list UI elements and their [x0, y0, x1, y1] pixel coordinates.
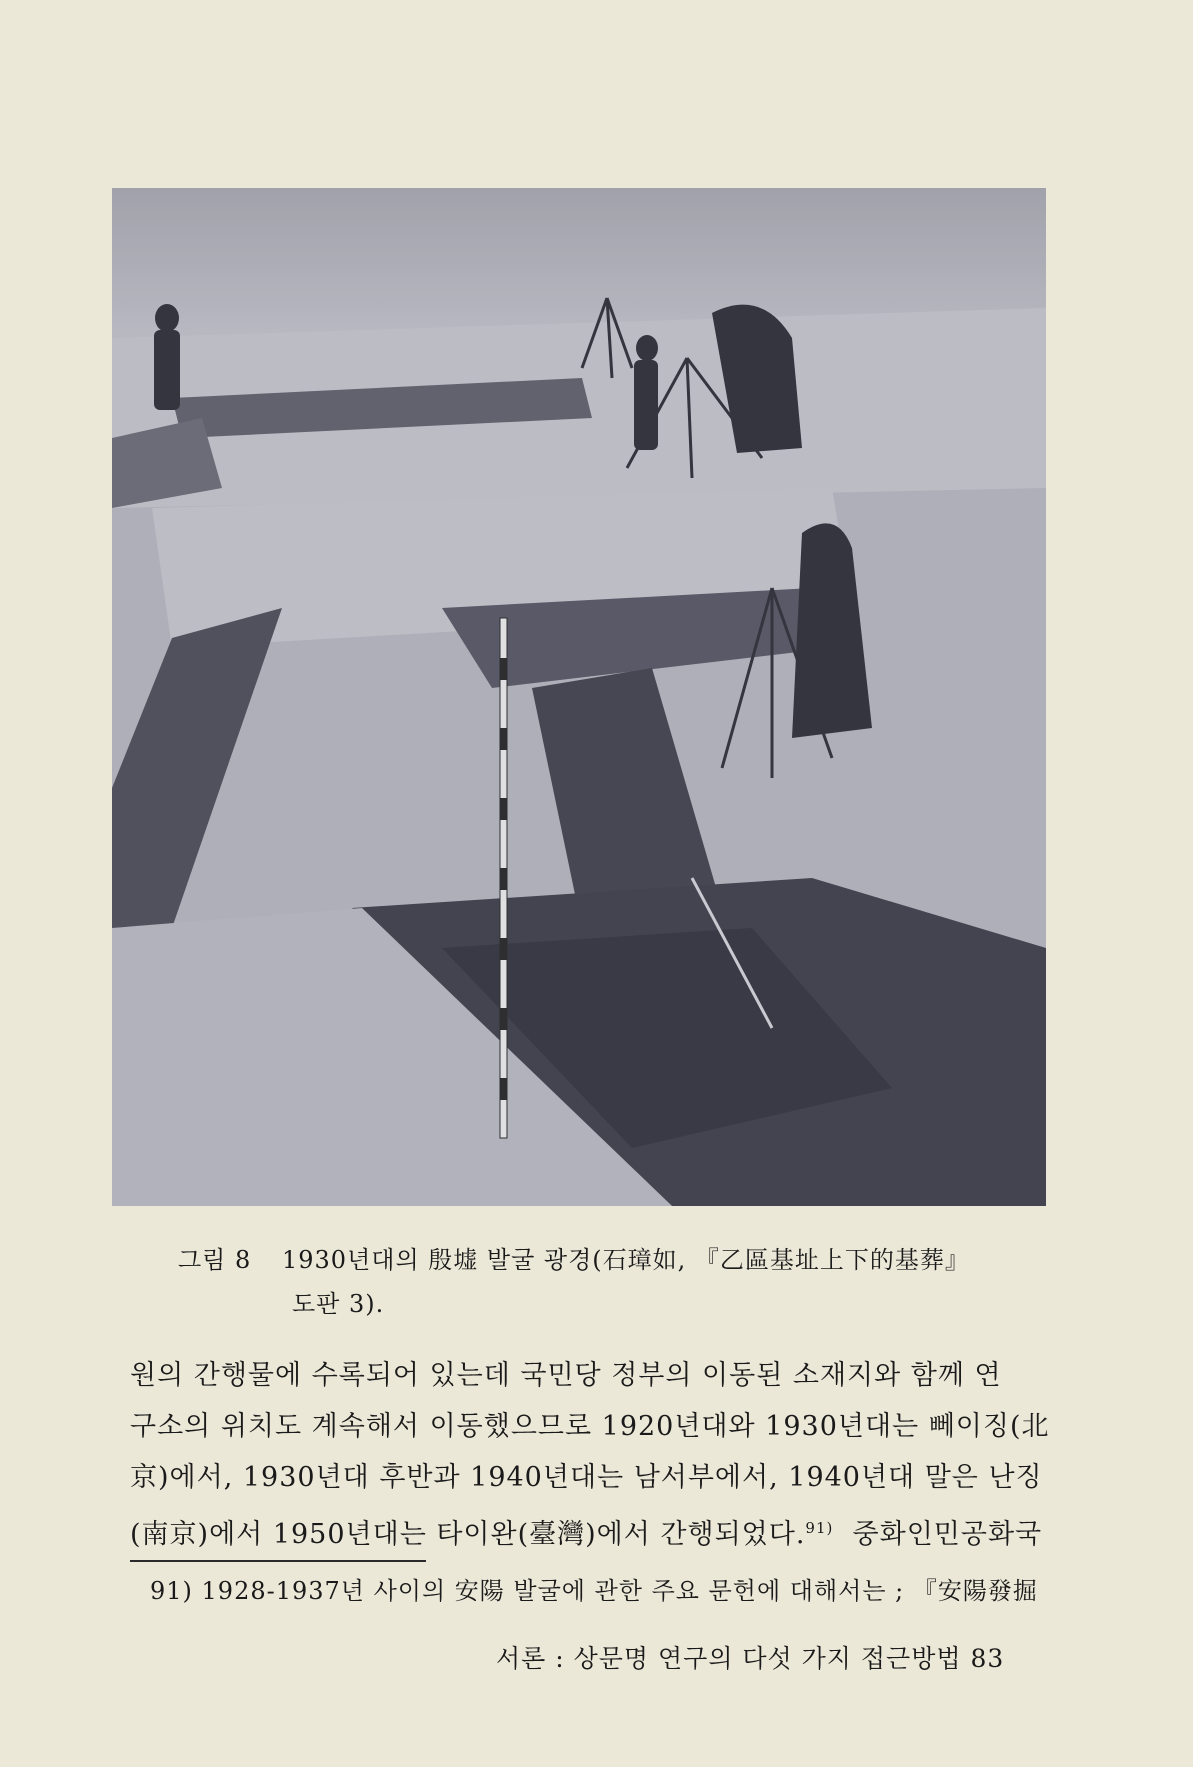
body-line-4 — [130, 1503, 1043, 1560]
body-text — [130, 1350, 1050, 1560]
excavation-photograph — [112, 188, 1046, 1206]
body-line-4-text: (南京)에서 1950년대는 타이완(臺灣)에서 간행되었다. — [130, 1519, 806, 1550]
footnote-reference: 91) — [805, 1519, 834, 1537]
photo-illustration — [112, 188, 1046, 1206]
figure-label: 그림 8 — [178, 1246, 252, 1274]
body-line-3: 京)에서, 1930년대 후반과 1940년대는 남서부에서, 1940년대 말은 난징 — [130, 1462, 1043, 1493]
body-line-4-tail: 중화인민공화국 — [852, 1519, 1043, 1550]
body-line-2: 구소의 위치도 계속해서 이동했으므로 1920년대와 1930년대는 뻬이징(北 — [130, 1411, 1050, 1442]
caption-line-1 — [178, 1238, 1058, 1282]
caption-text-1: 1930년대의 殷墟 발굴 광경(石璋如, 『乙區基址上下的基葬』 — [282, 1246, 970, 1274]
body-line-1: 원의 간행물에 수록되어 있는데 국민당 정부의 이동된 소재지와 함께 연 — [130, 1360, 1002, 1391]
footnote-91: 91) 1928-1937년 사이의 安陽 발굴에 관한 주요 문헌에 대해서는 ; 『安陽發掘 — [150, 1577, 1038, 1605]
figure-caption — [178, 1238, 1058, 1326]
footnote-divider — [130, 1560, 426, 1562]
caption-line-2: 도판 3). — [292, 1290, 385, 1318]
running-footer: 서론 : 상문명 연구의 다섯 가지 접근방법 83 — [496, 1644, 1005, 1673]
